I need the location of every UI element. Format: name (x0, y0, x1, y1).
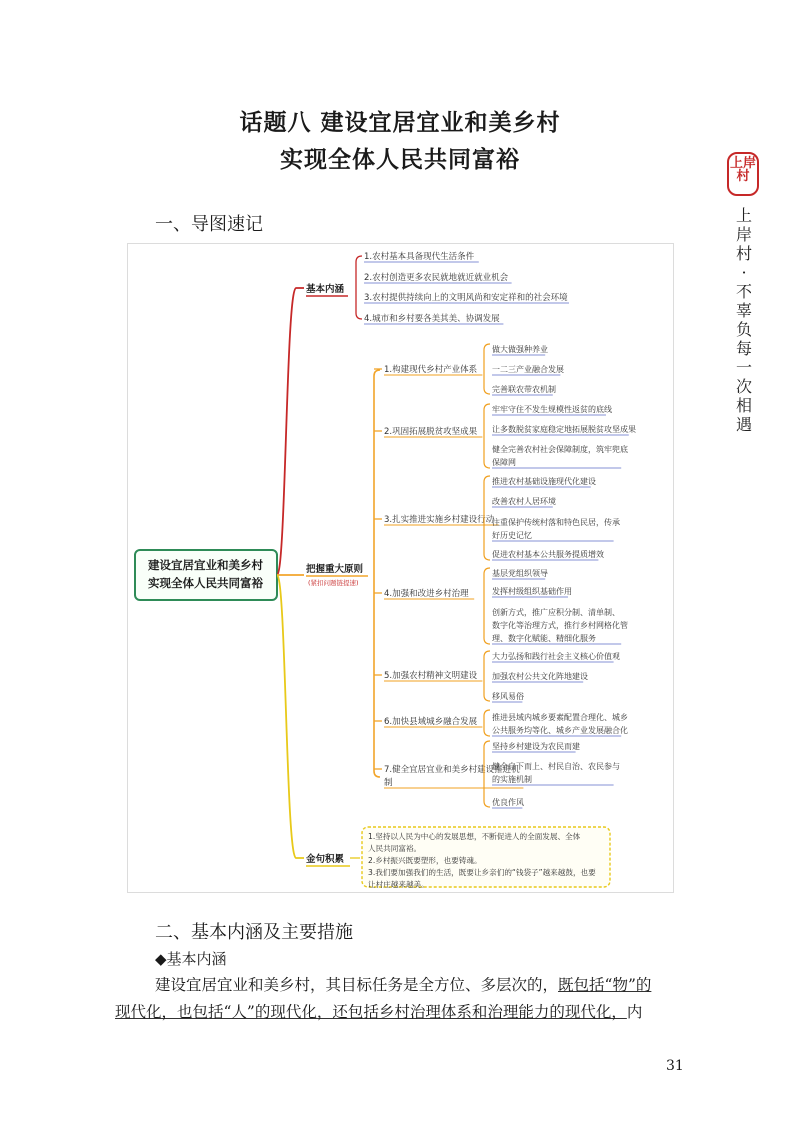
slogan-char: 次 (735, 377, 752, 396)
slogan-char: 每 (735, 339, 752, 358)
leaf-item: 推进县域内城乡要素配置合理化、城乡 (492, 713, 628, 722)
branch2-tag: (紧扣问题链提速) (308, 579, 359, 587)
slogan-char: 相 (735, 396, 752, 415)
quote-line: 1.坚持以人民为中心的发展思想，不断促进人的全面发展、全体 (368, 832, 581, 841)
brand-stamp: 上岸村 (727, 152, 759, 196)
leaf-item: 数字化等治理方式，推行乡村网格化管 (492, 621, 628, 630)
leaf-item: 推进农村基础设施现代化建设 (492, 477, 596, 486)
group-label: 6.加快县域城乡融合发展 (384, 717, 478, 727)
connector-branch1 (277, 288, 304, 575)
leaf-item: 注重保护传统村落和特色民居，传承 (492, 518, 620, 527)
quote-line: 让村庄越来越美。 (368, 880, 429, 889)
group-label: 5.加强农村精神文明建设 (384, 671, 478, 681)
leaf-item: 加强农村公共文化阵地建设 (492, 672, 588, 681)
page-title-line2: 实现全体人民共同富裕 (280, 146, 520, 173)
paragraph-line2 (115, 999, 685, 1025)
group-bracket (484, 710, 490, 736)
branch2-label: 把握重大原则 (306, 564, 364, 575)
leaf-item: 让多数脱贫家庭稳定地拓展脱贫攻坚成果 (492, 425, 636, 434)
branch1-item: 1.农村基本具备现代生活条件 (364, 252, 475, 262)
leaf-item: 好历史记忆 (492, 531, 532, 540)
leaf-item: 健全自下而上、村民自治、农民参与 (492, 762, 620, 771)
leaf-item: 促进农村基本公共服务提质增效 (492, 550, 604, 559)
group-label: 7.健全宜居宜业和美乡村建设推进机 (384, 765, 520, 775)
paragraph-text: 建设宜居宜业和美乡村，其目标任务是全方位、多层次的， (155, 976, 559, 994)
paragraph-text: 内 (626, 1003, 643, 1021)
slogan-char: 上 (735, 206, 752, 225)
group-bracket (484, 651, 490, 701)
section-heading-mindmap: 一、导图速记 (155, 214, 263, 235)
side-slogan (734, 206, 754, 434)
paragraph-underlined: 现代化，也包括“人”的现代化，还包括乡村治理体系和治理能力的现代化， (115, 1003, 627, 1021)
branch1-label: 基本内涵 (306, 284, 345, 295)
slogan-char: · (741, 263, 747, 282)
leaf-item: 的实施机制 (492, 775, 532, 784)
group-bracket (484, 344, 490, 394)
group-label: 2.巩固拓展脱贫攻坚成果 (384, 427, 478, 437)
leaf-item: 一二三产业融合发展 (492, 365, 564, 374)
leaf-item: 健全完善农村社会保障制度，筑牢兜底 (492, 445, 628, 454)
group-label: 1.构建现代乡村产业体系 (384, 365, 478, 375)
slogan-char: 不 (735, 282, 752, 301)
root-node-line2: 实现全体人民共同富裕 (148, 576, 263, 590)
group-label: 制 (384, 778, 393, 788)
page-number: 31 (666, 1058, 684, 1074)
slogan-char: 遇 (735, 415, 752, 434)
slogan-char: 岸 (735, 225, 752, 244)
section-heading-content: 二、基本内涵及主要措施 (155, 922, 353, 943)
page-title-line1: 话题八 建设宜居宜业和美乡村 (239, 109, 561, 136)
quote-line: 3.我们要加强我们的生活，既要让乡亲们的“钱袋子”越来越鼓，也要 (368, 868, 596, 877)
branch1-bracket (356, 256, 362, 319)
leaf-item: 基层党组织领导 (492, 569, 548, 578)
leaf-item: 优良作风 (492, 798, 524, 807)
leaf-item: 坚持乡村建设为农民而建 (492, 742, 580, 751)
paragraph-underlined: 既包括“物”的 (558, 976, 652, 994)
leaf-item: 公共服务均等化、城乡产业发展融合化 (492, 726, 628, 735)
leaf-item: 牢牢守住不发生规模性返贫的底线 (492, 405, 612, 414)
leaf-item: 发挥村级组织基础作用 (492, 587, 572, 596)
slogan-char: 村 (735, 244, 752, 263)
leaf-item: 完善联农带农机制 (492, 385, 556, 394)
leaf-item: 移风易俗 (492, 692, 524, 701)
group-bracket (484, 404, 490, 468)
slogan-char: 负 (735, 320, 752, 339)
branch1-item: 4.城市和乡村要各美其美、协调发展 (364, 314, 500, 324)
quote-line: 人民共同富裕。 (368, 844, 422, 853)
leaf-item: 做大做强种养业 (492, 345, 548, 354)
branch1-item: 2.农村创造更多农民就地就近就业机会 (364, 273, 509, 283)
mind-map-canvas (128, 244, 675, 894)
leaf-item: 大力弘扬和践行社会主义核心价值观 (492, 652, 620, 661)
leaf-item: 保障网 (492, 458, 516, 467)
group-bracket (484, 568, 490, 644)
slogan-char: 辜 (735, 301, 752, 320)
group-label: 4.加强和改进乡村治理 (384, 589, 469, 599)
branch3-label: 金句积累 (306, 854, 345, 865)
root-node-line1: 建设宜居宜业和美乡村 (148, 558, 263, 572)
quote-line: 2.乡村振兴既要塑形，也要铸魂。 (368, 856, 482, 865)
group-label: 3.扎实推进实施乡村建设行动 (384, 515, 495, 525)
slogan-char: 一 (735, 358, 752, 377)
paragraph-line1 (155, 972, 685, 998)
subheading-basic-meaning: ◆基本内涵 (155, 950, 227, 968)
branch1-item: 3.农村提供持续向上的文明风尚和安定祥和的社会环境 (364, 293, 568, 303)
connector-branch3 (277, 575, 304, 858)
leaf-item: 理、数字化赋能、精细化服务 (492, 634, 596, 643)
leaf-item: 改善农村人居环境 (492, 497, 556, 506)
leaf-item: 创新方式，推广应积分制、清单制、 (492, 608, 620, 617)
mind-map (127, 243, 674, 893)
